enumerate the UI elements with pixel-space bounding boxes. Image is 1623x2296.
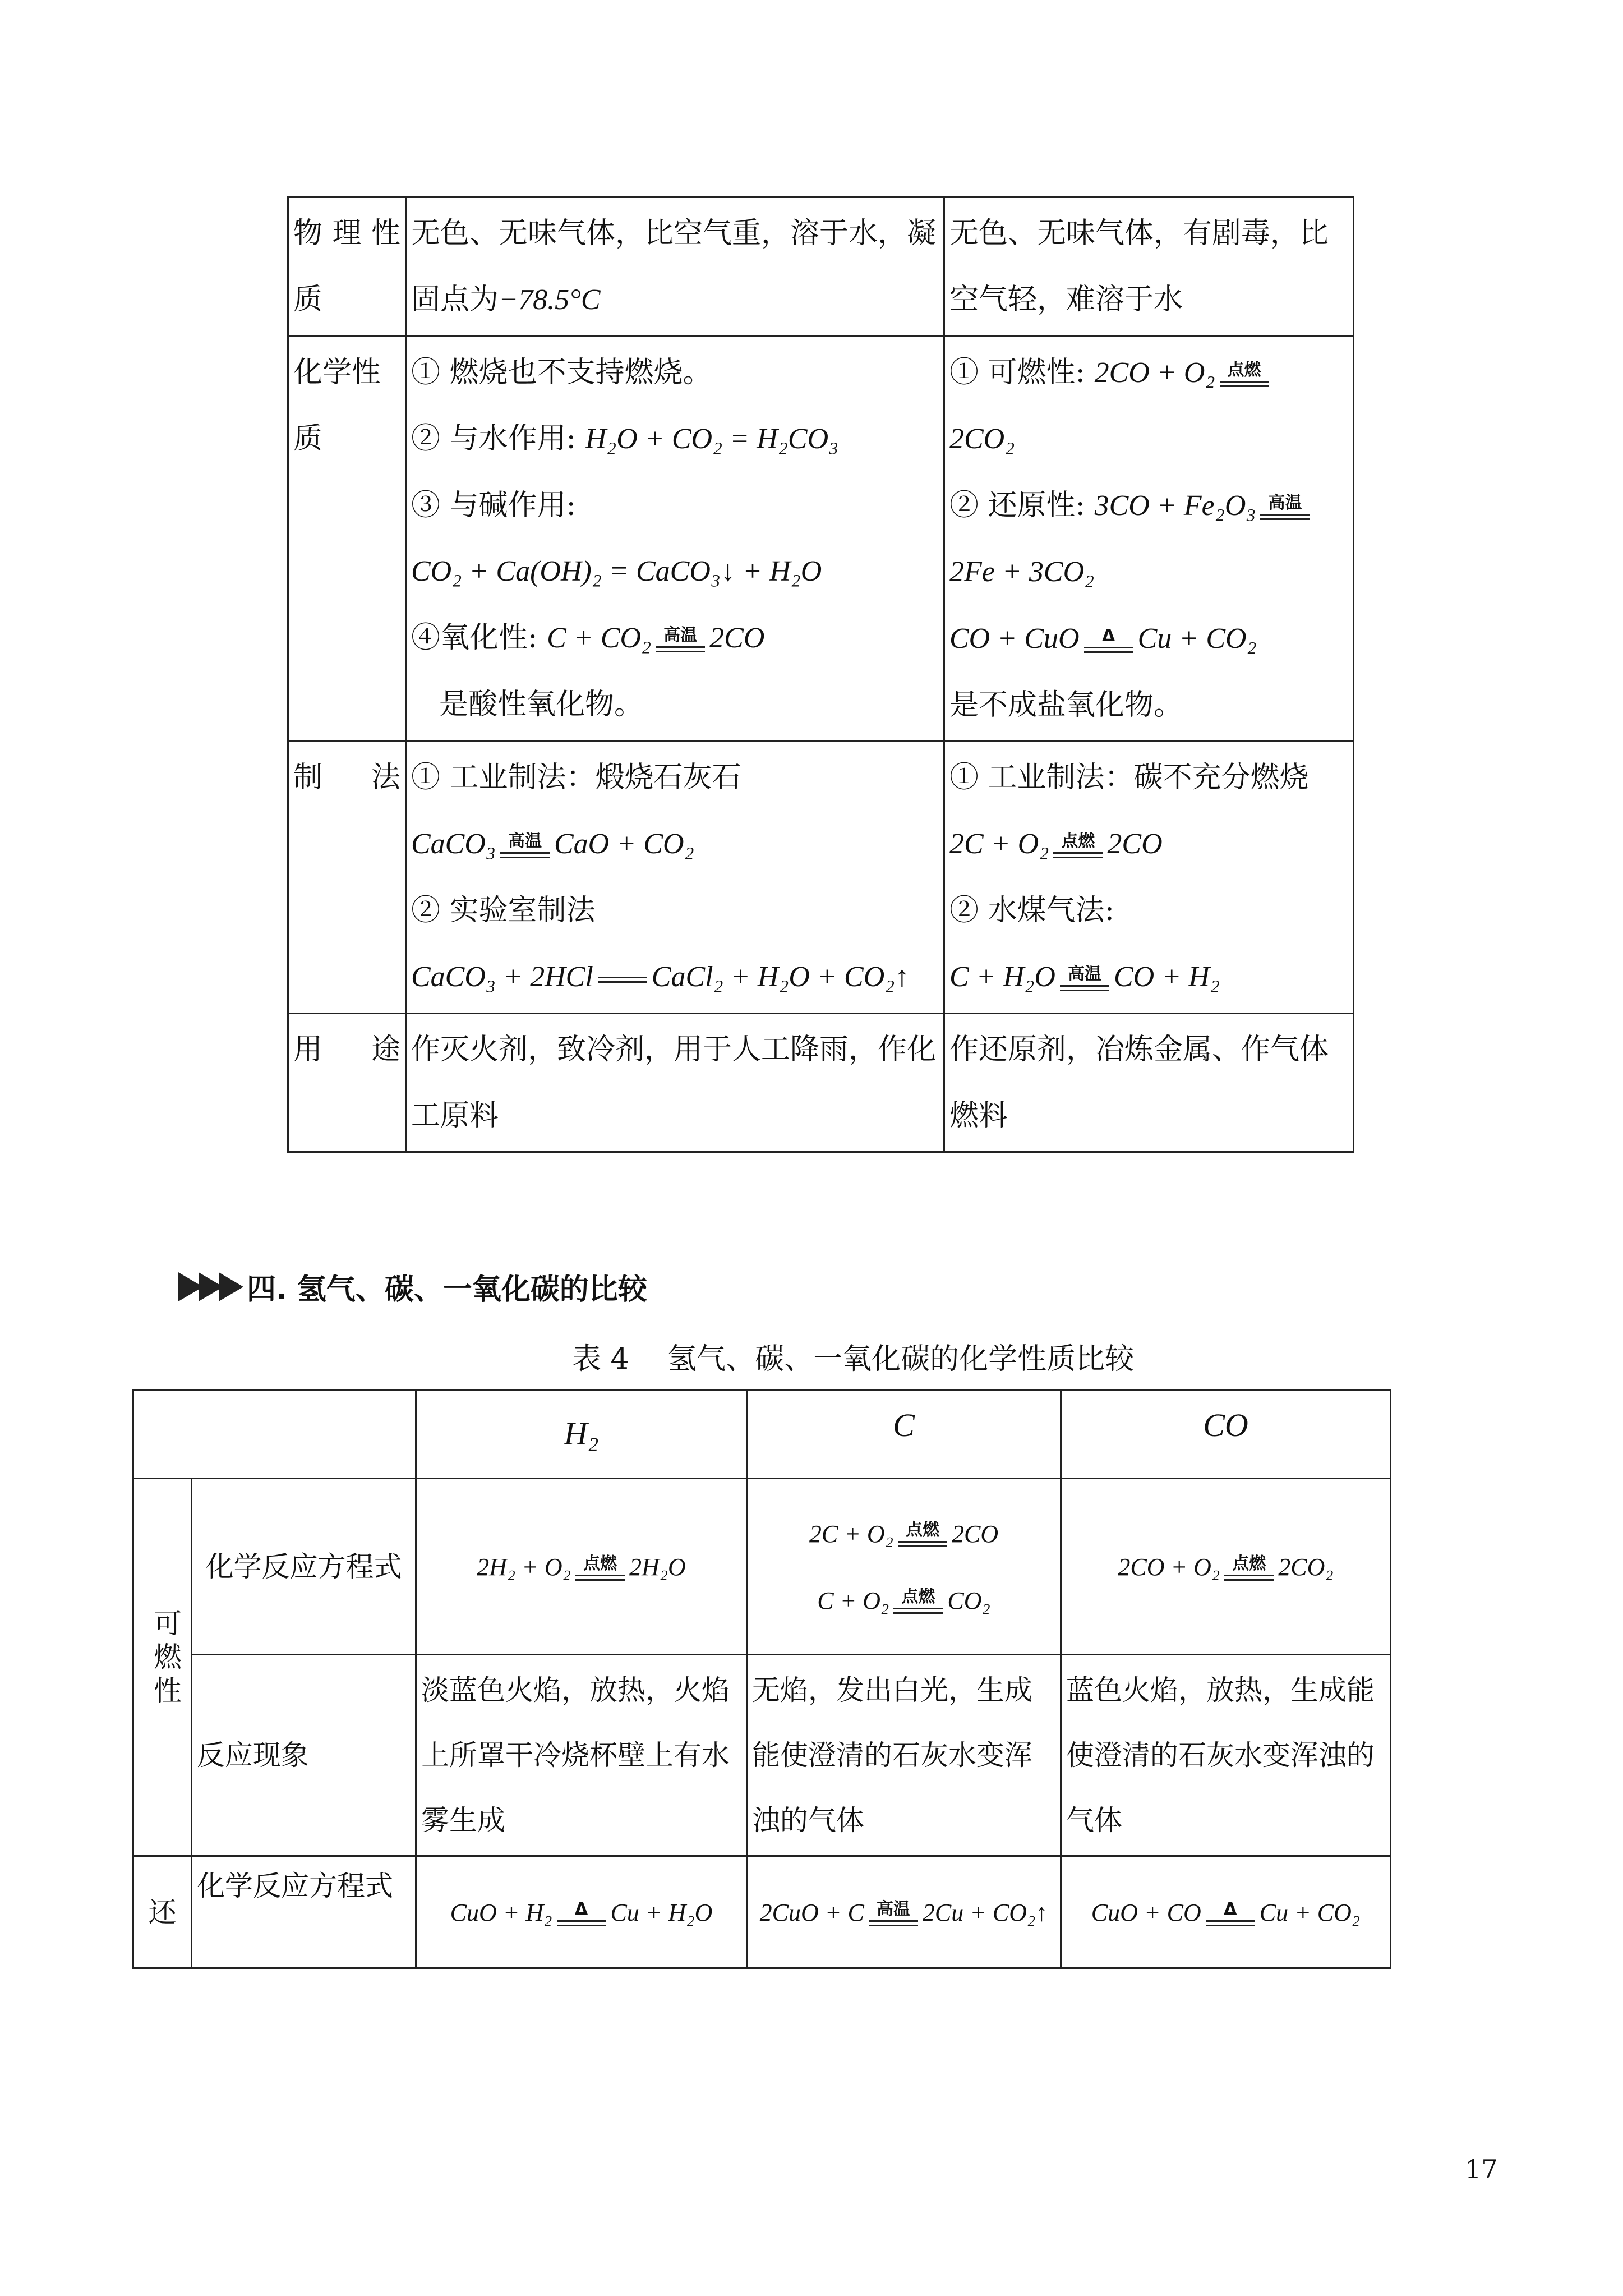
sub-label-text: 化学反应方程式 [205, 1550, 402, 1583]
condition [1260, 495, 1310, 520]
condition [1224, 1553, 1274, 1581]
co-item-cuo [949, 605, 1348, 672]
equation-right: Cu + H₂O [610, 1899, 713, 1926]
co2-prep-eq-1 [411, 811, 939, 877]
item-label: ② 还原性: [949, 489, 1086, 522]
h2-combustion-eq [416, 1479, 747, 1655]
section-heading-text: 四. 氢气、碳、一氧化碳的比较 [247, 1273, 647, 1306]
equation-right: 2CO [1107, 828, 1163, 860]
h2-reduction-eq [416, 1856, 747, 1968]
equals-sign [575, 1575, 625, 1581]
equation-left: 2CO + O₂ [1118, 1553, 1220, 1581]
condition [1206, 1901, 1255, 1926]
condition-text: Δ [1224, 1899, 1237, 1919]
group-label-text: 还 [148, 1895, 177, 1929]
equation-left: 2CuO + C [759, 1899, 864, 1926]
sub-label-phenomenon [192, 1655, 416, 1856]
co-reduction-eq [1061, 1856, 1391, 1968]
co-prep-eq-1 [949, 811, 1348, 877]
item-label: ① 可燃性: [949, 356, 1086, 389]
co-chemical-cell [944, 337, 1354, 742]
table-row [133, 1856, 1391, 1968]
co-combustion-eq [1061, 1479, 1391, 1655]
co2-prep-item-2: ② 实验室制法 [411, 894, 596, 927]
equals-sign [1060, 985, 1109, 991]
co-phenomenon [1061, 1655, 1391, 1856]
phenomenon-text: 蓝色火焰，放热，生成能使澄清的石灰水变浑浊的气体 [1066, 1674, 1375, 1837]
triple-arrow-icon [178, 1272, 239, 1301]
co2-chemical-cell [406, 337, 944, 742]
co-prep-item-1: ① 工业制法：碳不充分燃烧 [949, 761, 1309, 794]
c-eq-2 [752, 1567, 1055, 1634]
co2-item-4 [411, 605, 939, 671]
co-prep-item-2: ② 水煤气法: [949, 894, 1115, 927]
row-label-text: 制法 [293, 761, 400, 794]
co-preparation-cell [944, 742, 1354, 1014]
equation-right: 2CO₂ [949, 423, 1015, 455]
sub-label-text: 化学反应方程式 [197, 1870, 393, 1902]
co2-prep-item-1: ① 工业制法：煅烧石灰石 [411, 761, 741, 794]
equation-right: 2Cu + CO₂↑ [922, 1899, 1048, 1926]
equals-sign [557, 1920, 606, 1926]
co2-usage-cell [406, 1014, 944, 1152]
equals-sign [656, 646, 705, 652]
condition [598, 974, 647, 983]
condition [1060, 966, 1109, 991]
table-row [133, 1479, 1391, 1655]
condition [1053, 833, 1103, 858]
table-row [288, 197, 1354, 337]
condition [500, 833, 550, 858]
equation-left: 2CO + O₂ [1094, 357, 1215, 389]
equation-left: 2H₂ + O₂ [477, 1553, 571, 1581]
equals-sign [1053, 852, 1103, 858]
row-label-preparation [288, 742, 406, 1014]
equation-left: 2C + O₂ [949, 828, 1049, 860]
equals-sign [1224, 1575, 1274, 1581]
equation-right: 2H₂O [629, 1553, 686, 1581]
condition-text: 点燃 [1227, 360, 1261, 380]
h2-c-co-comparison-table [132, 1389, 1391, 1969]
group-label-reduction [133, 1856, 192, 1968]
condition-text: 高温 [1268, 493, 1302, 513]
item-label: ④氧化性: [411, 621, 538, 655]
equals-sign [1084, 647, 1133, 653]
row-label-physical [288, 197, 406, 337]
equation-right: CaO + CO₂ [554, 828, 694, 860]
equation-right: Cu + CO₂ [1137, 623, 1257, 655]
co2-item-5: 是酸性氧化物。 [439, 688, 644, 721]
condition [656, 627, 705, 652]
table-row [288, 1014, 1354, 1152]
co2-item-1: ① 燃烧也不支持燃烧。 [411, 356, 712, 389]
equals-sign [898, 1541, 947, 1547]
equation-left: C + CO₂ [547, 622, 652, 654]
row-label-text: 化学性质 [293, 356, 381, 455]
equals-sign [893, 1608, 943, 1614]
row-label-usage [288, 1014, 406, 1152]
condition-text: 高温 [876, 1899, 910, 1919]
condition-text: 点燃 [1061, 831, 1095, 851]
section-heading [178, 1266, 647, 1308]
sub-label-text: 反应现象 [197, 1739, 309, 1772]
equation-right: 2Fe + 3CO₂ [949, 556, 1095, 588]
table-row [133, 1390, 1391, 1479]
header-text: CO [1203, 1407, 1248, 1443]
equals-sign [1220, 381, 1269, 387]
co-item-2 [949, 472, 1348, 539]
table-caption: 表 4 氢气、碳、一氧化碳的化学性质比较 [572, 1342, 1135, 1376]
condition-text: 高温 [663, 625, 698, 645]
table-row [288, 742, 1354, 1014]
condition-text: 高温 [1067, 964, 1101, 984]
header-c [747, 1390, 1061, 1479]
equation-left: C + H₂O [949, 961, 1055, 993]
condition-text: 高温 [508, 831, 542, 851]
row-label-text: 物理性质 [293, 217, 400, 316]
h2-phenomenon [416, 1655, 747, 1856]
condition-text: 点燃 [906, 1520, 939, 1540]
condition [869, 1901, 918, 1926]
condition-text: 点燃 [901, 1587, 935, 1607]
equals-sign [869, 1920, 918, 1926]
co2-item-2 [411, 406, 939, 472]
equation: H₂O + CO₂ = H₂CO₃ [585, 423, 839, 455]
condition [575, 1553, 625, 1581]
item-label: ② 与水作用: [411, 422, 577, 455]
condition [898, 1522, 947, 1547]
group-label-combustion [133, 1479, 192, 1856]
header-text: H₂ [564, 1415, 599, 1452]
equals-sign [598, 977, 647, 983]
condition-text: Δ [574, 1899, 588, 1919]
header-h2 [416, 1390, 747, 1479]
co2-physical-cell [406, 197, 944, 337]
equation-left: CO + CuO [949, 623, 1080, 655]
co-item-3: 是不成盐氧化物。 [949, 688, 1183, 722]
co-physical-text: 无色、无味气体，有剧毒，比空气轻，难溶于水 [949, 217, 1329, 316]
co2-prep-eq-2 [411, 944, 939, 1010]
c-combustion-eq [747, 1479, 1061, 1655]
row-label-chemical [288, 337, 406, 742]
co-prep-eq-2 [949, 944, 1348, 1010]
row-label-text: 用途 [293, 1033, 400, 1066]
equation-left: CuO + H₂ [450, 1899, 552, 1926]
equals-sign [1260, 514, 1310, 520]
equation-left: C + O₂ [817, 1586, 889, 1614]
equation-left: 2C + O₂ [809, 1520, 893, 1548]
sub-label-equation [192, 1479, 416, 1655]
sub-label-equation [192, 1856, 416, 1968]
c-eq-1 [752, 1500, 1055, 1567]
c-phenomenon [747, 1655, 1061, 1856]
condition [893, 1589, 943, 1614]
header-co [1061, 1390, 1391, 1479]
condition [1220, 362, 1269, 387]
c-reduction-eq [747, 1856, 1061, 1968]
page-number: 17 [1465, 2154, 1498, 2184]
condition [1084, 628, 1133, 653]
equation-right: CO + H₂ [1113, 961, 1220, 993]
co-usage-cell [944, 1014, 1354, 1152]
group-label-text: 可燃性 [149, 1608, 182, 1709]
equation-right: 2CO [952, 1520, 999, 1548]
co-physical-cell [944, 197, 1354, 337]
equation-left: CaCO₃ + 2HCl [411, 961, 593, 993]
table-row [288, 337, 1354, 742]
table-row [133, 1655, 1391, 1856]
equation-right: CO₂ [947, 1586, 990, 1614]
co2-item-3: ③ 与碱作用: [411, 489, 577, 522]
condition-text: Δ [1101, 626, 1115, 646]
equation-left: CuO + CO [1091, 1899, 1201, 1926]
equation-right: 2CO [709, 622, 765, 654]
co2-preparation-cell [406, 742, 944, 1014]
co2-usage-text: 作灭火剂，致冷剂，用于人工降雨，作化工原料 [411, 1033, 937, 1133]
phenomenon-text: 淡蓝色火焰，放热，火焰上所罩干冷烧杯壁上有水雾生成 [421, 1674, 730, 1837]
co-item-1 [949, 339, 1348, 406]
co2-co-property-table [287, 196, 1354, 1153]
condition-text: 点燃 [1232, 1553, 1266, 1573]
freezing-point-value: −78.5°C [499, 284, 601, 316]
equals-sign [500, 852, 550, 858]
equation-right: 2CO₂ [1278, 1553, 1334, 1581]
equals-sign [1206, 1920, 1255, 1926]
header-text: C [893, 1407, 915, 1443]
equation-right: Cu + CO₂ [1259, 1899, 1361, 1926]
co-usage-text: 作还原剂，冶炼金属、作气体燃料 [949, 1033, 1329, 1133]
phenomenon-text: 无焰，发出白光，生成能使澄清的石灰水变浑浊的气体 [752, 1674, 1032, 1837]
condition-text: 点燃 [583, 1553, 617, 1573]
condition [557, 1901, 606, 1926]
header-empty-cell [133, 1390, 416, 1479]
equation-left: 3CO + Fe₂O₃ [1094, 490, 1256, 522]
equation-left: CaCO₃ [411, 828, 496, 860]
co2-physical-text: 无色、无味气体，比空气重，溶于水，凝固点为 [411, 217, 937, 316]
equation-right: CaCl₂ + H₂O + CO₂↑ [651, 961, 910, 993]
equation: CO₂ + Ca(OH)₂ = CaCO₃↓ + H₂O [411, 555, 822, 587]
